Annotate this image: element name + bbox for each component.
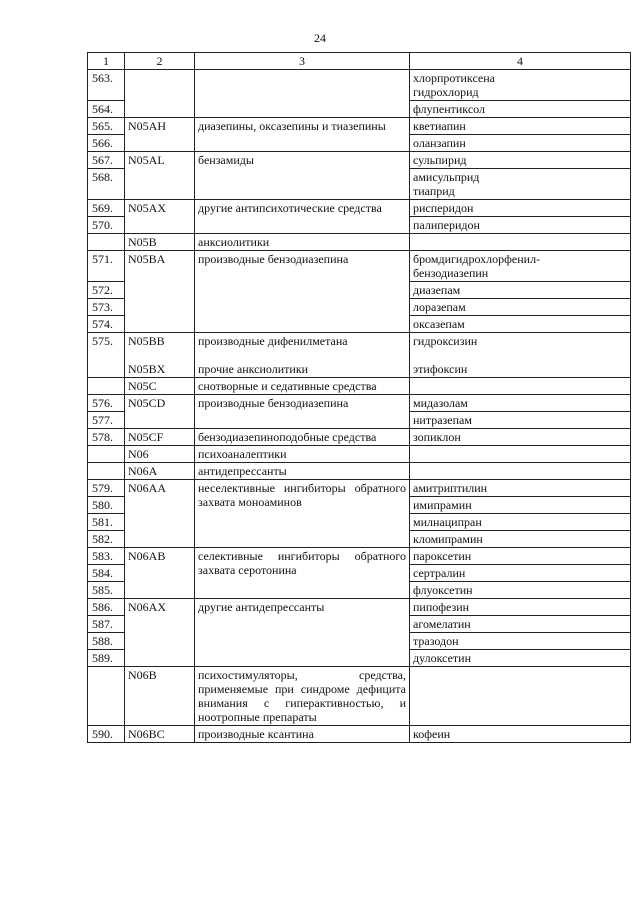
drug-name-line: хлорпротиксена xyxy=(413,71,495,85)
drug-name: пипофезин xyxy=(410,599,631,616)
drug-name-line: бензодиазепин xyxy=(413,266,489,280)
drug-name: рисперидон xyxy=(410,200,631,217)
group-name: неселективные ингибиторы обратного захвата моноаминов xyxy=(195,480,410,548)
atc-code: N06AA xyxy=(125,480,195,548)
drug-name: флупентиксол xyxy=(410,101,631,118)
atc-code: N06AB xyxy=(125,548,195,599)
drug-name xyxy=(410,251,631,282)
row-number: 587. xyxy=(88,616,125,633)
row-number: 565. xyxy=(88,118,125,135)
row-number xyxy=(88,463,125,480)
group-name: диазепины, оксазепины и тиазепины xyxy=(195,118,410,152)
drug-classification-table xyxy=(87,52,631,743)
drug-name: тразодон xyxy=(410,633,631,650)
atc-code: N05AX xyxy=(125,200,195,234)
drug-name xyxy=(410,378,631,395)
drug-name-line: гидроксизин xyxy=(413,334,478,348)
row-number: 589. xyxy=(88,650,125,667)
drug-name xyxy=(410,333,631,378)
table-row xyxy=(88,726,631,743)
drug-name: оксазепам xyxy=(410,316,631,333)
row-number: 583. xyxy=(88,548,125,565)
atc-code: N05BA xyxy=(125,251,195,333)
row-number xyxy=(88,378,125,395)
row-number: 576. xyxy=(88,395,125,412)
atc-code: N06B xyxy=(125,667,195,726)
atc-code: N05C xyxy=(125,378,195,395)
group-name: психостимуляторы, средства, применяемые при синдроме дефицита внимания с гиперактивностью, и ноотропные препараты xyxy=(195,667,410,726)
row-number xyxy=(88,446,125,463)
row-number xyxy=(88,667,125,726)
atc-code-line: N05BB xyxy=(128,334,165,348)
atc-code: N06AX xyxy=(125,599,195,667)
group-name: бензодиазепиноподобные средства xyxy=(195,429,410,446)
drug-name-line: бромдигидрохлорфенил- xyxy=(413,252,541,266)
atc-code: N05AL xyxy=(125,152,195,200)
table-row xyxy=(88,599,631,616)
drug-name: палиперидон xyxy=(410,217,631,234)
drug-name: имипрамин xyxy=(410,497,631,514)
drug-name: дулоксетин xyxy=(410,650,631,667)
table-row xyxy=(88,548,631,565)
drug-name: кофеин xyxy=(410,726,631,743)
group-name: бензамиды xyxy=(195,152,410,200)
drug-name: милнаципран xyxy=(410,514,631,531)
group-cell xyxy=(195,70,410,118)
drug-name: зопиклон xyxy=(410,429,631,446)
drug-name xyxy=(410,667,631,726)
group-name: производные бензодиазепина xyxy=(195,395,410,429)
drug-name: агомелатин xyxy=(410,616,631,633)
drug-name: пароксетин xyxy=(410,548,631,565)
atc-code: N05AH xyxy=(125,118,195,152)
atc-code-cell xyxy=(125,70,195,118)
table-row xyxy=(88,70,631,101)
atc-code xyxy=(125,333,195,378)
row-number: 575. xyxy=(88,333,125,378)
table-row xyxy=(88,118,631,135)
row-number: 588. xyxy=(88,633,125,650)
drug-name-line: тиаприд xyxy=(413,184,455,198)
row-number: 569. xyxy=(88,200,125,217)
drug-name: кломипрамин xyxy=(410,531,631,548)
table-row xyxy=(88,463,631,480)
table-row xyxy=(88,429,631,446)
drug-name: флуоксетин xyxy=(410,582,631,599)
drug-name xyxy=(410,463,631,480)
row-number: 584. xyxy=(88,565,125,582)
column-header: 4 xyxy=(410,53,631,70)
column-header: 1 xyxy=(88,53,125,70)
drug-name: амитриптилин xyxy=(410,480,631,497)
row-number: 563. xyxy=(88,70,125,101)
row-number: 567. xyxy=(88,152,125,169)
row-number: 573. xyxy=(88,299,125,316)
row-number: 581. xyxy=(88,514,125,531)
group-name: селективные ингибиторы обратного захвата серотонина xyxy=(195,548,410,599)
drug-name xyxy=(410,169,631,200)
atc-code-line: N05BX xyxy=(128,362,166,376)
table-row xyxy=(88,446,631,463)
row-number: 574. xyxy=(88,316,125,333)
table-row xyxy=(88,152,631,169)
group-name: психоаналептики xyxy=(195,446,410,463)
drug-name: оланзапин xyxy=(410,135,631,152)
drug-name-line: гидрохлорид xyxy=(413,85,479,99)
row-number: 582. xyxy=(88,531,125,548)
group-name: производные ксантина xyxy=(195,726,410,743)
atc-code: N06A xyxy=(125,463,195,480)
atc-code: N05CD xyxy=(125,395,195,429)
row-number: 570. xyxy=(88,217,125,234)
group-name: другие антипсихотические средства xyxy=(195,200,410,234)
drug-name xyxy=(410,234,631,251)
drug-name: кветиапин xyxy=(410,118,631,135)
atc-code: N05B xyxy=(125,234,195,251)
row-number: 566. xyxy=(88,135,125,152)
table-row xyxy=(88,234,631,251)
table-row xyxy=(88,200,631,217)
table-row xyxy=(88,667,631,726)
drug-name: сульпирид xyxy=(410,152,631,169)
table-row xyxy=(88,333,631,378)
row-number: 577. xyxy=(88,412,125,429)
row-number: 585. xyxy=(88,582,125,599)
row-number: 578. xyxy=(88,429,125,446)
drug-name: диазепам xyxy=(410,282,631,299)
group-name: снотворные и седативные средства xyxy=(195,378,410,395)
row-number: 579. xyxy=(88,480,125,497)
drug-name xyxy=(410,446,631,463)
group-name-line: производные дифенилметана xyxy=(198,334,348,348)
row-number: 564. xyxy=(88,101,125,118)
row-number xyxy=(88,234,125,251)
drug-name-line: амисульприд xyxy=(413,170,480,184)
row-number: 590. xyxy=(88,726,125,743)
column-header: 3 xyxy=(195,53,410,70)
table-row xyxy=(88,251,631,282)
row-number: 586. xyxy=(88,599,125,616)
atc-code: N05CF xyxy=(125,429,195,446)
table-row xyxy=(88,395,631,412)
group-name xyxy=(195,333,410,378)
drug-name: сертралин xyxy=(410,565,631,582)
atc-code: N06BC xyxy=(125,726,195,743)
group-name: производные бензодиазепина xyxy=(195,251,410,333)
row-number: 572. xyxy=(88,282,125,299)
drug-name: нитразепам xyxy=(410,412,631,429)
group-name: антидепрессанты xyxy=(195,463,410,480)
drug-name: лоразепам xyxy=(410,299,631,316)
group-name: анксиолитики xyxy=(195,234,410,251)
column-header: 2 xyxy=(125,53,195,70)
table-row xyxy=(88,480,631,497)
drug-name-line: этифоксин xyxy=(413,362,468,376)
drug-name xyxy=(410,70,631,101)
row-number: 580. xyxy=(88,497,125,514)
group-name-line: прочие анксиолитики xyxy=(198,362,309,376)
table-row xyxy=(88,378,631,395)
drug-name: мидазолам xyxy=(410,395,631,412)
page-number: 24 xyxy=(314,31,326,45)
header-row xyxy=(88,53,631,70)
group-name: другие антидепрессанты xyxy=(195,599,410,667)
row-number: 571. xyxy=(88,251,125,282)
row-number: 568. xyxy=(88,169,125,200)
atc-code: N06 xyxy=(125,446,195,463)
